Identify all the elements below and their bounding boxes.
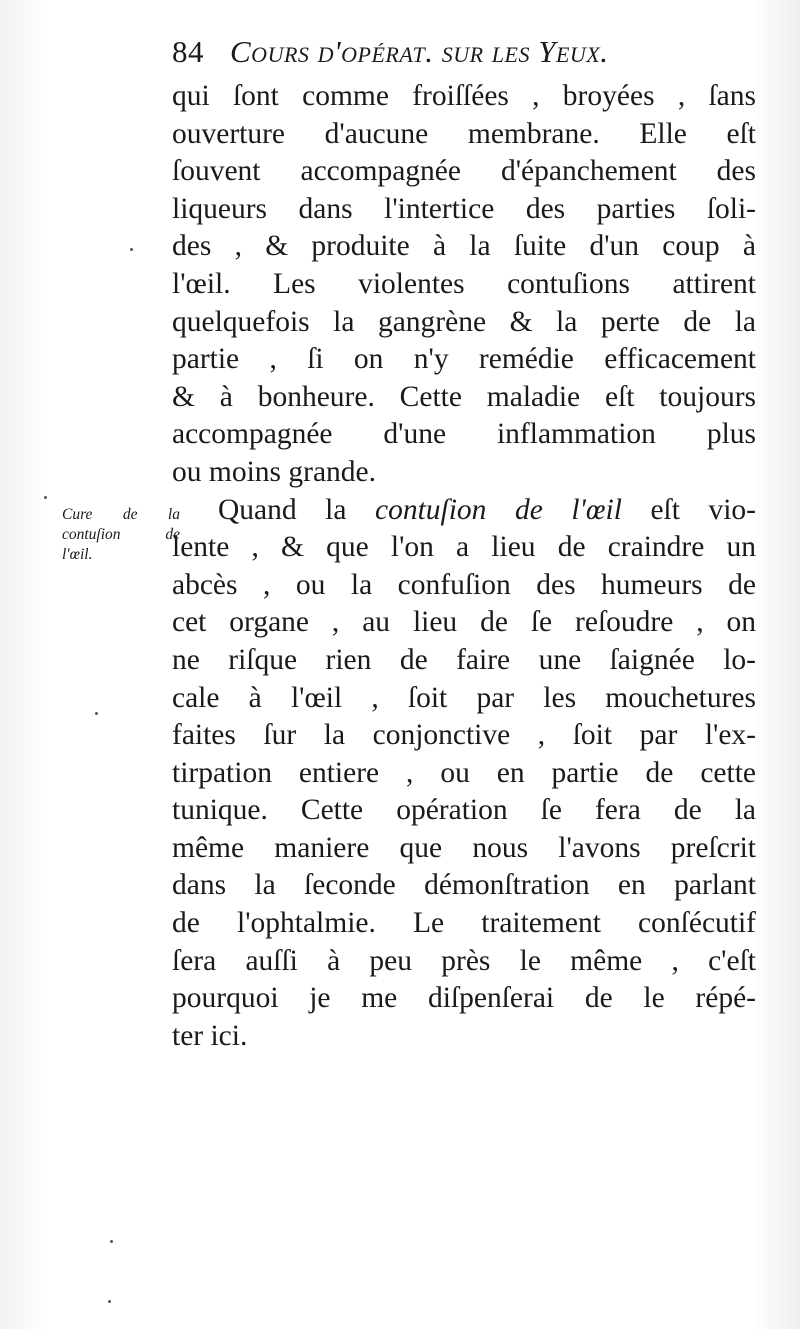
text-run: Quand la	[218, 493, 375, 526]
text-line: qui ſont comme froiſſées , broyées , ſans	[172, 80, 756, 112]
text-line: cet organe , au lieu de ſe reſoudre , on	[172, 606, 756, 639]
text-line: ſera auſſi à peu près le même , c'eſt	[172, 944, 756, 977]
body-text	[172, 78, 756, 1055]
margin-note-line: contuſion de	[62, 526, 180, 543]
paper-speck	[95, 712, 98, 715]
text-line: ne riſque rien de faire une ſaignée lo-	[172, 643, 756, 676]
text-line: quelquefois la gangrène & la perte de la	[172, 305, 756, 338]
text-line: des , & produite à la ſuite d'un coup à	[172, 230, 756, 263]
running-head: Cours d'opérat. sur les Yeux.	[230, 34, 609, 69]
text-run: eſt vio-	[621, 493, 756, 526]
text-line: & à bonheure. Cette maladie eſt toujours	[172, 380, 756, 413]
margin-note-line: l'œil.	[62, 546, 93, 563]
text-line: ouverture d'aucune membrane. Elle eſt	[172, 117, 756, 150]
paper-speck	[130, 248, 133, 251]
paper-speck	[110, 1240, 113, 1243]
text-line: faites ſur la conjonctive , ſoit par l'ex-	[172, 719, 756, 752]
margin-note	[62, 505, 180, 565]
text-line: pourquoi je me diſpenſerai de le répé-	[172, 982, 756, 1015]
text-line: ſouvent accompagnée d'épanchement des	[172, 155, 756, 188]
text-line: liqueurs dans l'intertice des parties ſoli-	[172, 192, 756, 225]
text-line: accompagnée d'une inflammation plus	[172, 418, 756, 451]
text-line: ou moins grande.	[172, 455, 377, 488]
text-line: tirpation entiere , ou en partie de cette	[172, 756, 756, 789]
paper-speck	[108, 1300, 111, 1303]
paragraph-start-line	[172, 492, 756, 530]
page-number: 84	[172, 34, 204, 69]
italic-term: contuſion de l'œil	[375, 493, 622, 526]
paper-speck	[44, 496, 47, 499]
margin-note-line: Cure de la	[62, 506, 180, 523]
text-line: partie , ſi on n'y remédie efficacement	[172, 343, 756, 376]
text-line: de l'ophtalmie. Le traitement conſécutif	[172, 907, 756, 940]
text-line: l'œil. Les violentes contuſions attirent	[172, 267, 756, 300]
text-line: tunique. Cette opération ſe fera de la	[172, 794, 756, 827]
text-line: ter ici.	[172, 1019, 248, 1052]
page-header	[172, 28, 732, 72]
text-line: abcès , ou la confuſion des humeurs de	[172, 568, 756, 601]
text-line: cale à l'œil , ſoit par les mouchetures	[172, 681, 756, 714]
text-line: dans la ſeconde démonſtration en parlant	[172, 869, 756, 902]
text-line: même maniere que nous l'avons preſcrit	[172, 831, 756, 864]
text-line: lente , & que l'on a lieu de craindre un	[172, 531, 756, 564]
